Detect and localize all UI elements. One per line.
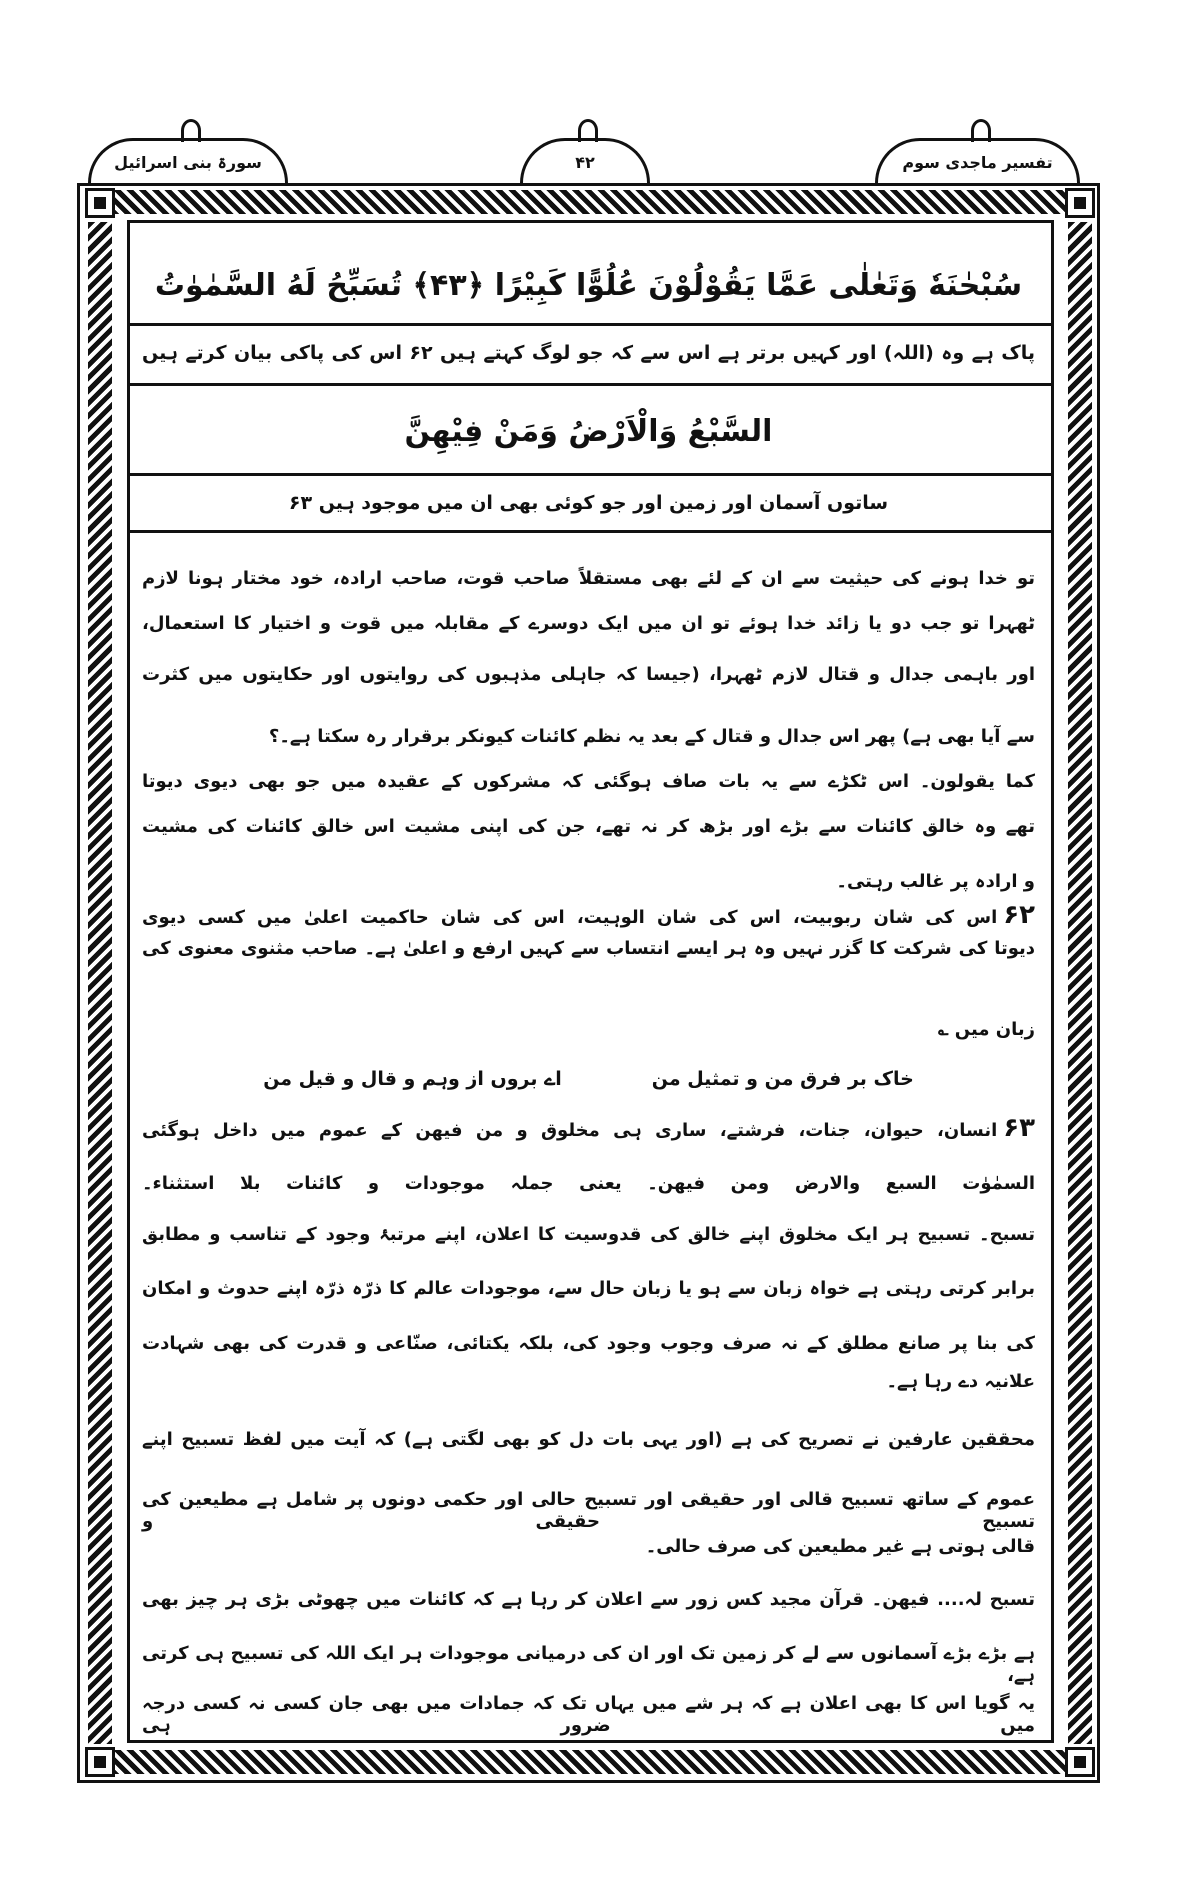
braided-border-left	[88, 222, 112, 1744]
surah-name: سورۃ بنی اسرائیل	[114, 152, 262, 172]
commentary-text: تسبح لہ.... فیھن۔ قرآن مجید کس زور سے اعلان کر رہا ہے کہ کائنات میں چھوٹی بڑی ہر چیز بھی	[142, 1589, 1035, 1610]
page-number-cartouche	[520, 138, 650, 183]
footnote-marker: ۶۲	[1003, 900, 1035, 930]
commentary-line	[142, 1224, 1035, 1246]
commentary-text: تھے وہ خالق کائنات سے بڑے اور بڑھ کر نہ تھے، جن کی اپنی مشیت اس خالق کائنات کی مشیت	[142, 816, 1035, 837]
commentary-line	[142, 938, 1035, 960]
commentary-line	[142, 1643, 1035, 1687]
corner-ornament	[85, 1747, 115, 1777]
commentary-line	[142, 568, 1035, 590]
book-title-cartouche	[875, 138, 1080, 183]
commentary-line	[142, 1371, 1035, 1393]
commentary-text: تسبح۔ تسبیح ہر ایک مخلوق اپنے خالق کی قدوسیت کا اعلان، اپنے مرتبۂ وجود کے تناسب و مطابق	[142, 1224, 1035, 1245]
commentary-text: و ارادہ پر غالب رہتی۔	[836, 871, 1035, 892]
commentary-line	[142, 1693, 1035, 1737]
couplet-first-hemistich: خاک بر فرق من و تمثیل من	[651, 1068, 914, 1090]
commentary-line	[142, 1278, 1035, 1300]
commentary-text: محققین عارفین نے تصریح کی ہے (اور یہی بات دل کو بھی لگتی ہے) کہ آیت میں لفظ تسبیح اپنے	[142, 1429, 1035, 1450]
commentary-text: زبان میں ؎	[937, 1019, 1035, 1040]
braided-border-bottom	[112, 1750, 1069, 1774]
commentary-text: کما یقولون۔ اس ٹکڑے سے یہ بات صاف ہوگئی کہ مشرکوں کے عقیدہ میں جو بھی دیوی دیوتا	[142, 771, 1035, 792]
commentary-text: السمٰوٰت السبع والارض ومن فیھن۔ یعنی جملہ موجودات و کائنات بلا استثناء۔	[142, 1173, 1035, 1194]
commentary-text: ہے بڑے بڑے آسمانوں سے لے کر زمین تک اور ان کی درمیانی موجودات ہر ایک اللہ کی تسبیح ہی کرتی ہے،	[142, 1643, 1035, 1686]
divider	[127, 323, 1054, 326]
braided-border-right	[1068, 222, 1092, 1744]
divider	[127, 383, 1054, 386]
book-title: تفسیر ماجدی سوم	[902, 152, 1053, 172]
commentary-text: کی بنا پر صانع مطلق کے نہ صرف وجوب وجود کی، بلکہ یکتائی، صنّاعی و قدرت کی بھی شہادت	[142, 1333, 1035, 1354]
commentary-line	[142, 726, 1035, 748]
verse-translation-2: ساتوں آسمان اور زمین اور جو کوئی بھی ان میں موجود ہیں ۶۳	[288, 492, 889, 514]
commentary-text: یہ گویا اس کا بھی اعلان ہے کہ ہر شے میں یہاں تک کہ جمادات میں بھی جان کسی نہ کسی درجہ میں ضرور ہی	[142, 1693, 1035, 1736]
commentary-text: اس کی شان ربوبیت، اس کی شان الوہیت، اس کی شان حاکمیت اعلیٰ میں کسی دیوی	[142, 907, 998, 928]
commentary-text: برابر کرتی رہتی ہے خواہ زبان سے ہو یا زبان حال سے، موجودات عالم کا ذرّہ ذرّہ اپنے حدوث و امکان	[142, 1278, 1035, 1299]
verse-arabic-2: السَّبْعُ وَالْاَرْضُ وَمَنْ فِيْهِنَّ	[404, 414, 773, 449]
commentary-text: عموم کے ساتھ تسبیح قالی اور حقیقی اور تسبیح حالی اور حکمی دونوں پر شامل ہے مطیعین کی تسبیح حقیقی و	[142, 1489, 1035, 1532]
divider	[127, 473, 1054, 476]
footnote-marker: ۶۳	[1003, 1113, 1035, 1143]
commentary-line	[142, 1536, 1035, 1558]
commentary-text: دیوتا کی شرکت کا گزر نہیں وہ ہر ایسے انتساب سے کہیں ارفع و اعلیٰ ہے۔ صاحب مثنوی معنوی کی	[142, 938, 1035, 959]
commentary-line	[142, 613, 1035, 635]
commentary-text: ٹھہرا تو جب دو یا زائد خدا ہوئے تو ان میں ایک دوسرے کے مقابلہ میں قوت و اختیار کا استعمال،	[142, 613, 1035, 634]
commentary-line	[142, 1429, 1035, 1451]
commentary-text: اور باہمی جدال و قتال لازم ٹھہرا، (جیسا کہ جاہلی مذہبوں کی روایتوں اور حکایتوں میں کثرت	[142, 664, 1035, 685]
couplet-second-hemistich: اے بروں از وہم و قال و قیل من	[263, 1068, 562, 1090]
commentary-line	[142, 1173, 1035, 1195]
persian-couplet	[142, 1068, 1035, 1090]
surah-name-cartouche	[88, 138, 288, 183]
page-number: ۴۲	[575, 152, 595, 172]
commentary-text: علانیہ دے رہا ہے۔	[886, 1371, 1035, 1392]
corner-ornament	[1065, 188, 1095, 218]
commentary-line	[142, 1019, 1035, 1041]
commentary-line	[142, 900, 1035, 930]
commentary-text: انسان، حیوان، جنات، فرشتے، ساری ہی مخلوق و من فیھن کے عموم میں داخل ہوگئی	[142, 1120, 998, 1141]
verse-translation-1: پاک ہے وہ (اللہ) اور کہیں برتر ہے اس سے کہ جو لوگ کہتے ہیں ۶۲ اس کی پاکی بیان کرتے ہیں	[142, 342, 1035, 364]
commentary-line	[142, 664, 1035, 686]
commentary-line	[142, 1113, 1035, 1143]
commentary-text: تو خدا ہونے کی حیثیت سے ان کے لئے بھی مستقلاً صاحب قوت، صاحب ارادہ، خود مختار ہونا لازم	[142, 568, 1035, 589]
commentary-line	[142, 816, 1035, 838]
commentary-text: قالی ہوتی ہے غیر مطیعین کی صرف حالی۔	[645, 1536, 1035, 1557]
commentary-line	[142, 1589, 1035, 1611]
commentary-line	[142, 771, 1035, 793]
commentary-line	[142, 1489, 1035, 1533]
corner-ornament	[85, 188, 115, 218]
braided-border-top	[112, 190, 1069, 214]
corner-ornament	[1065, 1747, 1095, 1777]
divider	[127, 530, 1054, 533]
verse-arabic-1: سُبْحٰنَهٗ وَتَعٰلٰى عَمَّا يَقُوْلُوْنَ عُلُوًّا كَبِيْرًا ﴿۴۳﴾ تُسَبِّحُ لَهُ السَّمٰوٰتُ	[154, 268, 1023, 303]
commentary-text: سے آیا بھی ہے) پھر اس جدال و قتال کے بعد یہ نظم کائنات کیونکر برقرار رہ سکتا ہے۔؟	[268, 726, 1035, 747]
commentary-line	[142, 871, 1035, 893]
commentary-line	[142, 1333, 1035, 1355]
